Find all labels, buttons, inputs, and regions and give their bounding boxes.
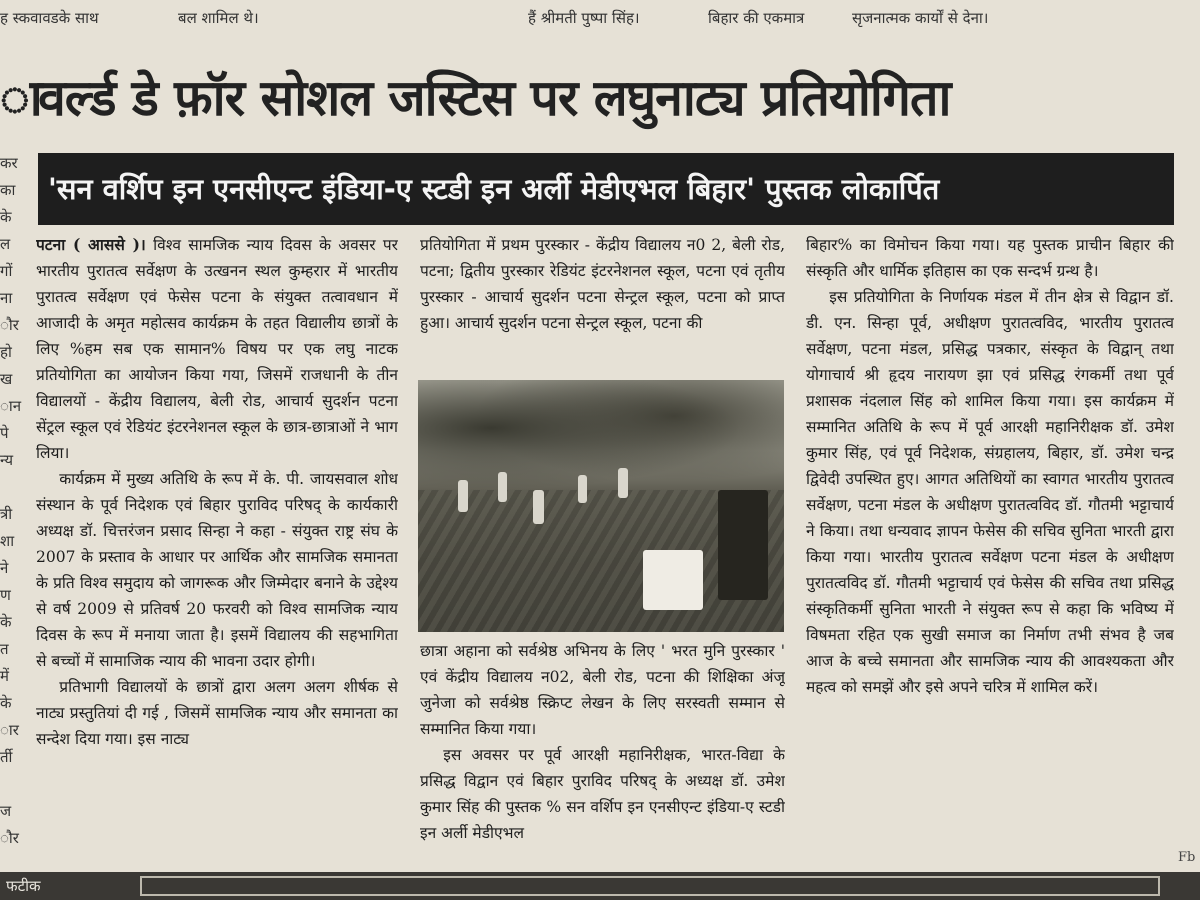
event-photo bbox=[418, 380, 784, 632]
left-fragment-line: गों bbox=[0, 262, 13, 280]
article-paragraph: प्रतियोगिता में प्रथम पुरस्कार - केंद्रीय विद्यालय न0 2, बेली रोड, पटना; द्वितीय पुरस्कार रेडियंट इंटरनेशनल स्कूल, पटना एवं तृतीय पुरस्कार - आचार्य सुदर्शन पटना सेन्ट्रल स्कूल, पटना को प्राप्त हुआ। आचार्य सुदर्शन पटना सेन्ट्रल स्कूल, पटना की bbox=[420, 236, 785, 332]
article-paragraph: छात्रा अहाना को सर्वश्रेष्ठ अभिनय के लिए ' भरत मुनि पुरस्कार ' एवं केंद्रीय विद्यालय न02, बेली रोड, पटना की शिक्षिका अंजू जुनेजा को सर्वश्रेष्ठ स्क्रिप्ट लेखन के लिए सरस्वती सम्मान से सम्मानित किया गया। bbox=[420, 642, 785, 738]
headline-title: वर्ल्ड डे फ़ॉर सोशल जस्टिस पर लघुनाट्य प्रतियोगिता bbox=[38, 69, 951, 127]
headline bbox=[0, 58, 1180, 138]
strip-text-right-a: हैं श्रीमती पुष्पा सिंह। bbox=[528, 9, 640, 27]
photo-figure bbox=[578, 475, 587, 503]
article-paragraph: इस अवसर पर पूर्व आरक्षी महानिरीक्षक, भारत-विद्या के प्रसिद्ध विद्वान एवं बिहार पुराविद परिषद् के अध्यक्ष डॉ. उमेश कुमार सिंह की पुस्तक % सन वर्शिप इन एनसीएन्ट इंडिया-ए स्टडी इन अर्ली मेडीएभल bbox=[420, 746, 785, 842]
photo-figure bbox=[498, 472, 507, 502]
left-fragment-line: के bbox=[0, 208, 12, 226]
next-section-bar bbox=[0, 872, 1200, 900]
left-fragment-line: पे bbox=[0, 424, 9, 442]
photo-figure bbox=[458, 480, 468, 512]
left-fragment-line: त bbox=[0, 640, 9, 658]
strip-text-right-c: सृजनात्मक कार्यों से देना। bbox=[852, 9, 989, 27]
left-fragment-line: र्ती bbox=[0, 748, 13, 766]
left-fragment-line: ण bbox=[0, 586, 11, 604]
article-paragraph: इस प्रतियोगिता के निर्णायक मंडल में तीन क्षेत्र से विद्वान डॉ. डी. एन. सिन्हा पूर्व, अधीक्षण पुरातत्वविद, भारतीय पुरातत्व सर्वेक्षण, पटना मंडल, प्रसिद्ध पत्रकार, संस्कृत के विद्वान् तथा योगाचार्य श्री हृदय नारायण झा एवं प्रसिद्ध रंगकर्मी तथा पूर्व प्रशासक नंदलाल सिंह को शामिल किया गया। इस कार्यक्रम में सम्मानित अतिथि के रूप में पूर्व आरक्षी महानिरीक्षक डॉ. उमेश कुमार सिंह, एवं पूर्व निदेशक, संग्रहालय, बिहार, डॉ. उमेश चन्द्र द्विवेदी उपस्थित हुए। आगत अतिथियों का स्वागत भारतीय पुरातत्व सर्वेक्षण, पटना मंडल के अधीक्षण पुरातत्वविद डॉ. गौतमी भट्टाचार्य ने किया। तथा धन्यवाद ज्ञापन फेसेस की सचिव सुनिता भारती द्वारा किया गया। भारतीय पुरातत्व सर्वेक्षण पटना मंडल के अधीक्षण पुरातत्वविद डॉ. गौतमी भट्टाचार्य एवं फेसेस की सचिव तथा प्रसिद्ध संस्कृतिकर्मी सुनिता भारती ने संयुक्त रूप से कहा कि भविष्य में विषमता रहित एक सुखी समाज का निर्माण तभी संभव है जब आज के बच्चे समानता और सामजिक न्याय की आवश्यकता और महत्व को समझें और इसे अपने चरित्र में शामिल करें। bbox=[806, 288, 1174, 696]
article-column-2-top bbox=[420, 232, 785, 372]
left-fragment-line: ज bbox=[0, 802, 12, 820]
article-paragraph: कार्यक्रम में मुख्य अतिथि के रूप में के. पी. जायसवाल शोध संस्थान के पूर्व निदेशक एवं बिहार पुराविद परिषद् के कार्यकारी अध्यक्ष डॉ. चित्तरंजन प्रसाद सिन्हा ने कहा - संयुक्त राष्ट्र संघ के 2007 के प्रस्ताव के आधार पर आर्थिक और सामजिक समानता के प्रति विश्व समुदाय को जागरूक और जिम्मेदार बनाने के उद्देश्य से वर्ष 2009 से प्रतिवर्ष 20 फरवरी को विश्व सामजिक न्याय दिवस के रूप में मनाया जाता है। इसमें विद्यालय की सहभागिता से बच्चों में सामाजिक न्याय की भावना उदार होगी। bbox=[36, 470, 398, 670]
left-fragment-line: न्य bbox=[0, 451, 14, 469]
left-fragment-line: ौर bbox=[0, 316, 19, 334]
paragraph-text: विश्व सामजिक न्याय दिवस के अवसर पर भारतीय पुरातत्व सर्वेक्षण के उत्खनन स्थल कुम्हरार में भारतीय पुरातत्व सर्वेक्षण एवं फेसेस पटना के संयुक्त तत्वावधान में आजादी के अमृत महोत्सव कार्यक्रम के तहत विद्यालीय छात्रों के लिए %हम सब एक सामान% विषय पर एक लघु नाटक प्रतियोगिता का आयोजन किया गया, जिसमें राजधानी के तीन विद्यालयों - केंद्रीय विद्यालय, बेली रोड, आचार्य सुदर्शन पटना सेंट्रल स्कूल एवं रेडियंट इंटरनेशनल स्कूल के छात्र-छात्राओं ने भाग लिया। bbox=[36, 236, 398, 462]
strip-text-right-b: बिहार की एकमात्र bbox=[708, 9, 805, 27]
headline-lead-fragment: ा bbox=[0, 69, 42, 127]
next-section-label: फटीक bbox=[6, 877, 41, 895]
left-fragment-line: ने bbox=[0, 559, 9, 577]
left-fragment-line: के bbox=[0, 613, 12, 631]
right-fragment-line: Fb bbox=[1178, 850, 1196, 865]
article-column-2-bottom bbox=[420, 638, 785, 860]
photo-trees bbox=[418, 380, 784, 500]
left-fragment-line: में bbox=[0, 667, 9, 685]
subheadline-banner: 'सन वर्शिप इन एनसीएन्ट इंडिया-ए स्टडी इन अर्ली मेडीएभल बिहार' पुस्तक लोकार्पित bbox=[38, 153, 1174, 225]
left-fragment-line: ना bbox=[0, 289, 13, 307]
dateline: पटना ( आससे )। bbox=[36, 235, 146, 254]
left-fragment-line: का bbox=[0, 181, 16, 199]
strip-text-left: ह स्कवावडके साथ bbox=[0, 9, 99, 27]
left-fragment-line: त्री bbox=[0, 505, 13, 523]
strip-text-mid: बल शामिल थे। bbox=[178, 9, 259, 27]
adjacent-column-left bbox=[0, 150, 24, 850]
article-paragraph: प्रतिभागी विद्यालयों के छात्रों द्वारा अलग अलग शीर्षक से नाट्य प्रस्तुतियां दी गई , जिसमें सामजिक न्याय और समानता का सन्देश दिया गया। इस नाट्य bbox=[36, 678, 398, 748]
left-fragment-line: हो bbox=[0, 343, 12, 361]
left-fragment-line: शा bbox=[0, 532, 15, 550]
left-fragment-line: कर bbox=[0, 154, 18, 172]
photo-figure bbox=[718, 490, 768, 600]
photo-figure bbox=[618, 468, 628, 498]
left-fragment-line: के bbox=[0, 694, 12, 712]
left-fragment-line: ार bbox=[0, 721, 19, 739]
next-section-box bbox=[140, 876, 1160, 896]
left-fragment-line: ख bbox=[0, 370, 13, 388]
left-fragment-line: ल bbox=[0, 235, 11, 253]
left-fragment-line bbox=[0, 771, 24, 798]
article-column-3 bbox=[806, 232, 1174, 862]
photo-figure bbox=[643, 550, 703, 610]
left-fragment-line: ान bbox=[0, 397, 22, 415]
left-fragment-line bbox=[0, 474, 24, 501]
photo-figure bbox=[533, 490, 544, 524]
article-paragraph: बिहार% का विमोचन किया गया। यह पुस्तक प्राचीन बिहार की संस्कृति और धार्मिक इतिहास का एक सन्दर्भ ग्रन्थ है। bbox=[806, 236, 1174, 280]
previous-article-strip bbox=[0, 0, 1200, 38]
article-column-1 bbox=[36, 232, 398, 852]
left-fragment-line: ौर bbox=[0, 829, 19, 847]
adjacent-column-right bbox=[1178, 150, 1200, 870]
article-paragraph bbox=[36, 232, 398, 466]
